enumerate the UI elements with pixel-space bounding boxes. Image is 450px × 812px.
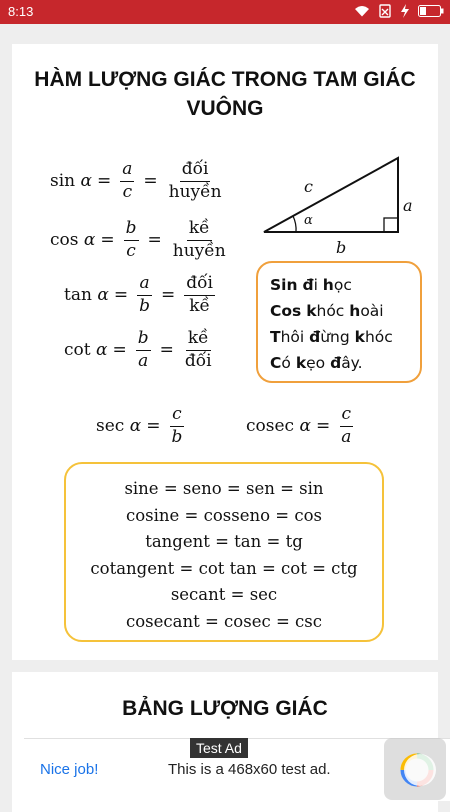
triangle-label-angle: α <box>304 213 313 228</box>
formula-fn: cot <box>64 340 91 361</box>
no-sim-icon <box>378 4 392 18</box>
wifi-icon <box>354 4 370 18</box>
frac-num: kề <box>187 219 212 241</box>
status-time: 8:13 <box>8 4 34 19</box>
triangle-label-hyp: c <box>304 177 313 196</box>
formula-sin: sin α = $\frac{a}{c}$ = $\frac{\text{đối}}{\text{huyền}}$ <box>50 159 222 202</box>
formula-fn: sin <box>50 171 76 192</box>
right-triangle-diagram <box>258 150 428 260</box>
names-line: secant = sec <box>170 585 278 604</box>
frac-num: b <box>124 219 139 241</box>
names-line: cotangent = cot tan = cot = ctg <box>90 558 358 578</box>
names-line: sine = seno = sen = sin <box>124 479 324 498</box>
formula-fn: cosec <box>246 416 295 437</box>
frac-den: c <box>126 240 136 261</box>
formula-cosec: cosec α = $\frac{c}{a}$ <box>246 404 352 447</box>
mnemonic-line: Có kẹo đây. <box>270 354 363 372</box>
formula-fn: sec <box>96 416 125 437</box>
frac-den: b <box>139 295 150 316</box>
names-line: cosecant = cosec = csc <box>126 611 322 631</box>
formula-fn: tan <box>64 285 92 306</box>
formula-var: α <box>96 340 108 361</box>
frac-den: a <box>341 426 352 447</box>
frac-num: đối <box>184 274 215 296</box>
page-title-line2: VUÔNG <box>186 97 264 120</box>
formula-tan: tan α = $\frac{a}{b}$ = $\frac{\text{đối}}{\text{kề}}$ <box>64 273 213 316</box>
ad-nice-text: Nice job! <box>40 761 99 778</box>
frac-num: a <box>120 160 134 182</box>
formula-var: α <box>80 171 93 192</box>
mnemonic-line: Thôi đừng khóc <box>270 328 393 346</box>
frac-num: b <box>136 329 151 351</box>
frac-num: a <box>137 274 151 296</box>
formula-var: α <box>299 416 311 437</box>
formula-cot: cot α = $\frac{b}{a}$ = $\frac{\text{kề}}{\text{đối}}$ <box>64 328 212 371</box>
mnemonic-line: Cos khóc hoài <box>270 302 384 320</box>
function-names-box <box>64 462 384 642</box>
frac-num: đối <box>180 160 211 182</box>
frac-num: c <box>170 405 184 427</box>
page-title-line1: HÀM LƯỢNG GIÁC TRONG TAM GIÁC <box>34 68 416 91</box>
mnemonic-box <box>256 261 422 383</box>
frac-num: kề <box>186 329 211 351</box>
ad-body-text: This is a 468x60 test ad. <box>168 761 331 778</box>
ad-choices-icon <box>384 738 446 800</box>
ad-logo[interactable] <box>384 738 446 800</box>
frac-num: c <box>340 405 354 427</box>
ad-label: Test Ad <box>190 738 248 758</box>
frac-den: kề <box>189 295 210 316</box>
mnemonic-line: Sin đi học <box>270 276 352 294</box>
triangle-label-opposite: a <box>403 196 413 215</box>
section-title: BẢNG LƯỢNG GIÁC <box>122 697 328 720</box>
frac-den: b <box>171 426 183 447</box>
names-line: cosine = cosseno = cos <box>125 505 323 525</box>
names-line: tangent = tan = tg <box>145 532 303 551</box>
status-bar <box>0 0 450 24</box>
formula-var: α <box>97 285 109 306</box>
frac-den: huyền <box>168 181 222 202</box>
formula-cos: cos α = $\frac{b}{c}$ = $\frac{\text{kề}}{\text{huyền}}$ <box>50 218 226 261</box>
triangle-label-adjacent: b <box>336 238 347 257</box>
formula-fn: cos <box>50 230 79 251</box>
frac-den: a <box>138 350 149 371</box>
frac-den: c <box>122 181 133 202</box>
frac-den: huyền <box>172 240 226 261</box>
formula-var: α <box>83 230 96 251</box>
frac-den: đối <box>184 350 212 371</box>
battery-icon <box>418 5 444 17</box>
formula-sec: sec α = $\frac{c}{b}$ <box>96 404 183 447</box>
formula-var: α <box>129 416 142 437</box>
charging-icon <box>400 4 410 18</box>
status-icons <box>354 4 444 18</box>
